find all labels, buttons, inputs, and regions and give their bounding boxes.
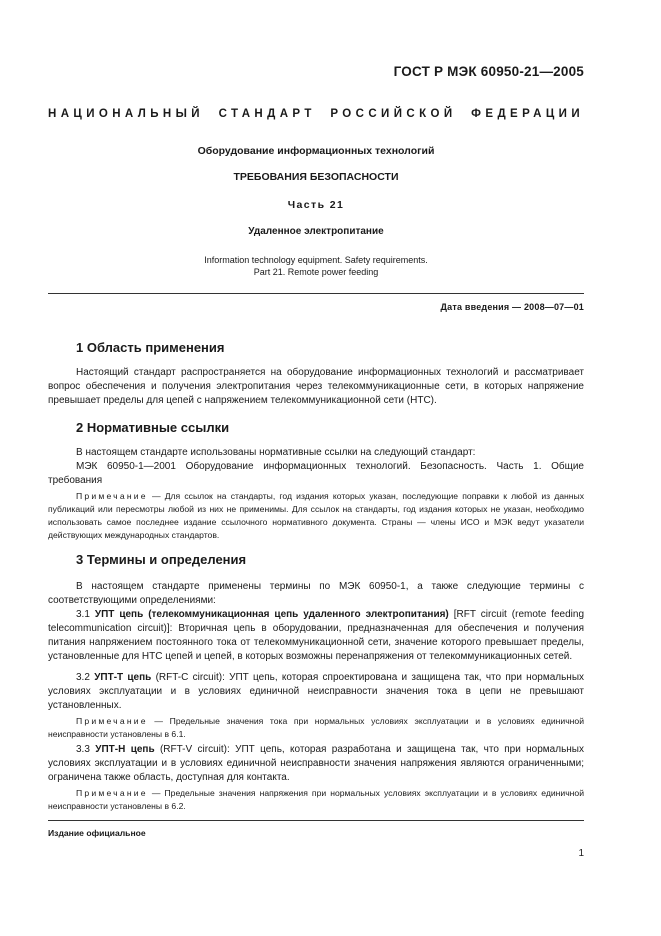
section2-note bbox=[48, 490, 584, 542]
document-subject: Удаленное электропитание bbox=[248, 226, 384, 237]
term-3-3 bbox=[48, 743, 584, 785]
english-title-line1: Information technology equipment. Safety requirements. bbox=[204, 255, 428, 265]
term-3-2-number: 3.2 bbox=[76, 672, 90, 683]
note-text: — Для ссылок на стандарты, год издания которых указан, последующие поправки к любой из данных публикаций или пересмотры любой из них не применимы. Для ссылок на стандарты, год издания которых не указан, необходимо использовать самое последнее издание ссылочного нормативного документа. Страны — члены ИСО и МЭК ведут указатели действующих международных стандартов. bbox=[48, 491, 584, 540]
term-3-2-name: УПТ-Т цепь bbox=[94, 672, 152, 683]
standard-code: ГОСТ Р МЭК 60950-21—2005 bbox=[393, 64, 584, 79]
document-title-line1: Оборудование информационных технологий bbox=[197, 145, 435, 157]
document-title-line2: ТРЕБОВАНИЯ БЕЗОПАСНОСТИ bbox=[233, 171, 399, 183]
page-number: 1 bbox=[578, 848, 584, 859]
header-rule bbox=[48, 293, 584, 294]
term-3-1-name: УПТ цепь (телекоммуникационная цепь удаленного электропитания) bbox=[94, 609, 449, 620]
national-standard-title: НАЦИОНАЛЬНЫЙ СТАНДАРТ РОССИЙСКОЙ ФЕДЕРАЦИИ bbox=[48, 108, 584, 120]
term-3-1-definition: [RFT circuit (remote feeding telecommunication circuit)]: Вторичная цепь в оборудовании, предназначенная для обеспечения и получения питания напряжением постоянного тока от телекоммуникационной сети, значение которого превышает пределы, установленные для НТС цепей и цепей, в которых возможны перенапряжения от телекоммуникационных сетей. bbox=[48, 609, 585, 662]
term-3-1 bbox=[48, 608, 584, 664]
section3-intro: В настоящем стандарте применены термины по МЭК 60950-1, а также следующие термины с соответствующими определениями: bbox=[48, 581, 584, 606]
english-title-line2: Part 21. Remote power feeding bbox=[253, 267, 379, 277]
note-text: — Предельные значения напряжения при нормальных условиях эксплуатации и в условиях единичной неисправности установлены в 6.2. bbox=[48, 788, 585, 811]
section3-note-3-2 bbox=[48, 715, 584, 741]
official-edition-label: Издание официальное bbox=[48, 828, 146, 838]
date-of-introduction: Дата введения — 2008—07—01 bbox=[440, 302, 584, 312]
term-3-2 bbox=[48, 671, 584, 713]
term-3-3-definition: (RFT-V circuit): УПТ цепь, которая разработана и защищена так, что при нормальных условиях эксплуатации и в условиях единичной неисправности значения напряжения являются ограниченными; ограничена также область, доступная для контакта. bbox=[48, 744, 584, 783]
section2-text1: В настоящем стандарте использованы нормативные ссылки на следующий стандарт: bbox=[76, 447, 476, 458]
english-title bbox=[48, 254, 584, 278]
section1-text: Настоящий стандарт распространяется на оборудование информационных технологий и рассматривает вопрос обеспечения и получения электропитания через телекоммуникационные сети, в которых напряжение превышает пределы для цепей с напряжением телекоммуникационной сети (НТС). bbox=[48, 367, 584, 406]
section2-heading: 2 Нормативные ссылки bbox=[76, 420, 230, 435]
note-label: Примечание bbox=[76, 491, 148, 501]
document-part: Часть 21 bbox=[287, 199, 345, 211]
note-label: Примечание bbox=[76, 716, 148, 726]
section3-heading: 3 Термины и определения bbox=[76, 552, 247, 567]
note-label: Примечание bbox=[76, 788, 148, 798]
term-3-1-number: 3.1 bbox=[76, 609, 90, 620]
note-text: — Предельные значения тока при нормальных условиях эксплуатации и в условиях единичной неисправности установлены в 6.1. bbox=[48, 716, 585, 739]
section1-heading: 1 Область применения bbox=[76, 340, 225, 355]
term-3-2-definition: (RFT-C circuit): УПТ цепь, которая спроектирована и защищена так, что при нормальных условиях эксплуатации и в условиях единичной неисправности значения тока в цепи не превышают установленных. bbox=[48, 672, 585, 711]
section3-note-3-3 bbox=[48, 787, 584, 813]
footer-rule bbox=[48, 820, 584, 821]
term-3-3-name: УПТ-Н цепь bbox=[95, 744, 155, 755]
term-3-3-number: 3.3 bbox=[76, 744, 90, 755]
section2-text2: МЭК 60950-1—2001 Оборудование информационных технологий. Безопасность. Часть 1. Общие требования bbox=[48, 461, 584, 486]
